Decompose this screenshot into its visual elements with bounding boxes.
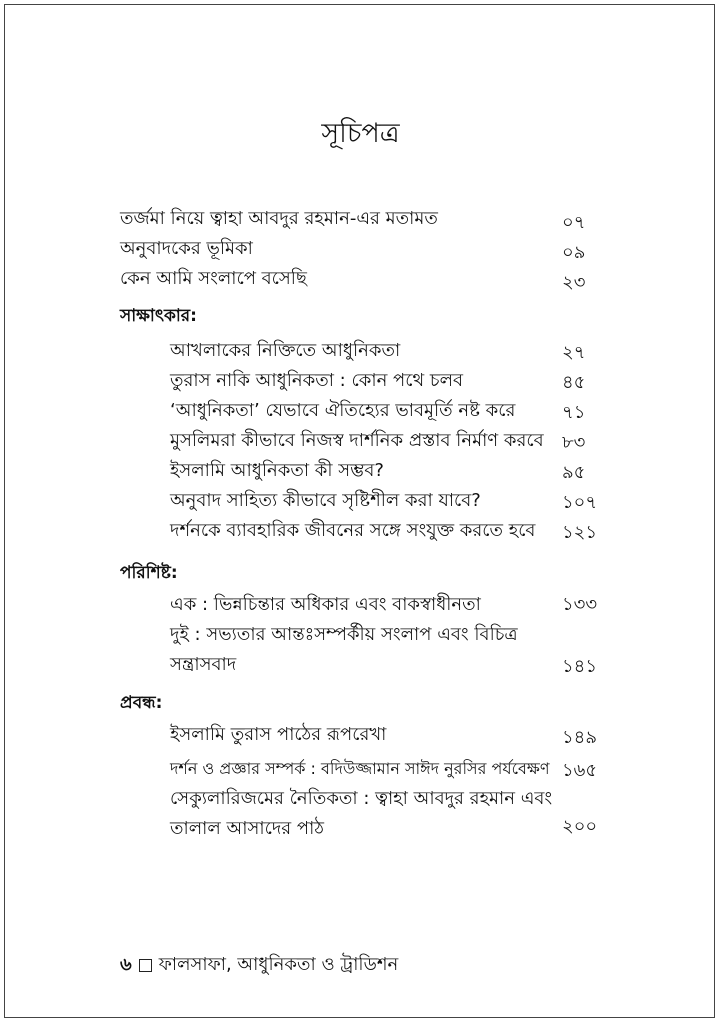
toc-entry-page: ১৩৩ <box>562 594 598 615</box>
section-heading: প্রবন্ধ: <box>120 693 163 713</box>
toc-entry-text: দুই : সভ্যতার আন্তঃসম্পর্কীয় সংলাপ এবং বিচিত্র <box>170 624 518 645</box>
toc-entry-text-continued: তালাল আসাদের পাঠ <box>170 818 324 839</box>
toc-entry-text: ‘আধুনিকতা’ যেভাবে ঐতিহ্যের ভাবমূর্তি নষ্ট করে <box>170 400 516 421</box>
toc-entry-text-continued: সন্ত্রাসবাদ <box>170 654 237 675</box>
toc-entry-text: অনুবাদ সাহিত্য কীভাবে সৃষ্টিশীল করা যাবে? <box>170 490 481 511</box>
toc-entry-page: ০৯ <box>562 242 586 263</box>
toc-entry-page: ২৭ <box>562 342 586 363</box>
footer-page-number: ৬ <box>120 954 132 975</box>
toc-entry-page: ১৪১ <box>562 656 598 677</box>
page-footer <box>120 952 398 978</box>
toc-entry-page: ১০৭ <box>562 492 598 513</box>
toc-entry-page: ২০০ <box>562 816 598 837</box>
section-heading: সাক্ষাৎকার: <box>120 306 197 326</box>
toc-entry-page: ১৪৯ <box>562 727 598 748</box>
toc-entry-text: তুরাস নাকি আধুনিকতা : কোন পথে চলব <box>170 370 464 391</box>
toc-entry-text: ইসলামি আধুনিকতা কী সম্ভব? <box>170 460 384 481</box>
toc-entry-page: ২৩ <box>562 272 586 293</box>
toc-entry-page: ০৭ <box>562 212 586 233</box>
toc-entry-text: ইসলামি তুরাস পাঠের রূপরেখা <box>170 724 387 745</box>
toc-entry-page: ৪৫ <box>562 372 586 393</box>
toc-entry-page: ৮৩ <box>562 432 586 453</box>
toc-entry-text: সেক্যুলারিজমের নৈতিকতা : ত্বাহা আবদুর রহমান এবং <box>170 788 553 809</box>
toc-entry-text: কেন আমি সংলাপে বসেছি <box>120 268 307 289</box>
footer-book-title: ফালসাফা, আধুনিকতা ও ট্রাডিশন <box>158 954 399 975</box>
square-separator-icon <box>139 959 152 972</box>
toc-entry-text: অনুবাদকের ভূমিকা <box>120 238 253 259</box>
toc-entry-text: এক : ভিন্নচিন্তার অধিকার এবং বাকস্বাধীনতা <box>170 594 481 615</box>
toc-entry-text: দর্শন ও প্রজ্ঞার সম্পর্ক : বদিউজ্জামান সাঈদ নুরসির পর্যবেক্ষণ <box>170 759 550 778</box>
toc-entry-text: মুসলিমরা কীভাবে নিজস্ব দার্শনিক প্রস্তাব নির্মাণ করবে <box>170 430 544 451</box>
toc-entry-text: তর্জমা নিয়ে ত্বাহা আবদুর রহমান-এর মতামত <box>120 208 438 229</box>
toc-entry-page: ৯৫ <box>562 462 586 483</box>
toc-entry-text: আখলাকের নিক্তিতে আধুনিকতা <box>170 340 401 361</box>
section-heading: পরিশিষ্ট: <box>120 563 178 583</box>
toc-entry-page: ১৬৫ <box>562 760 598 781</box>
toc-entry-page: ১২১ <box>562 522 598 543</box>
page-title: সূচিপত্র <box>321 118 400 149</box>
toc-entry-page: ৭১ <box>562 402 586 423</box>
toc-entry-text: দর্শনকে ব্যাবহারিক জীবনের সঙ্গে সংযুক্ত করতে হবে <box>170 520 536 541</box>
